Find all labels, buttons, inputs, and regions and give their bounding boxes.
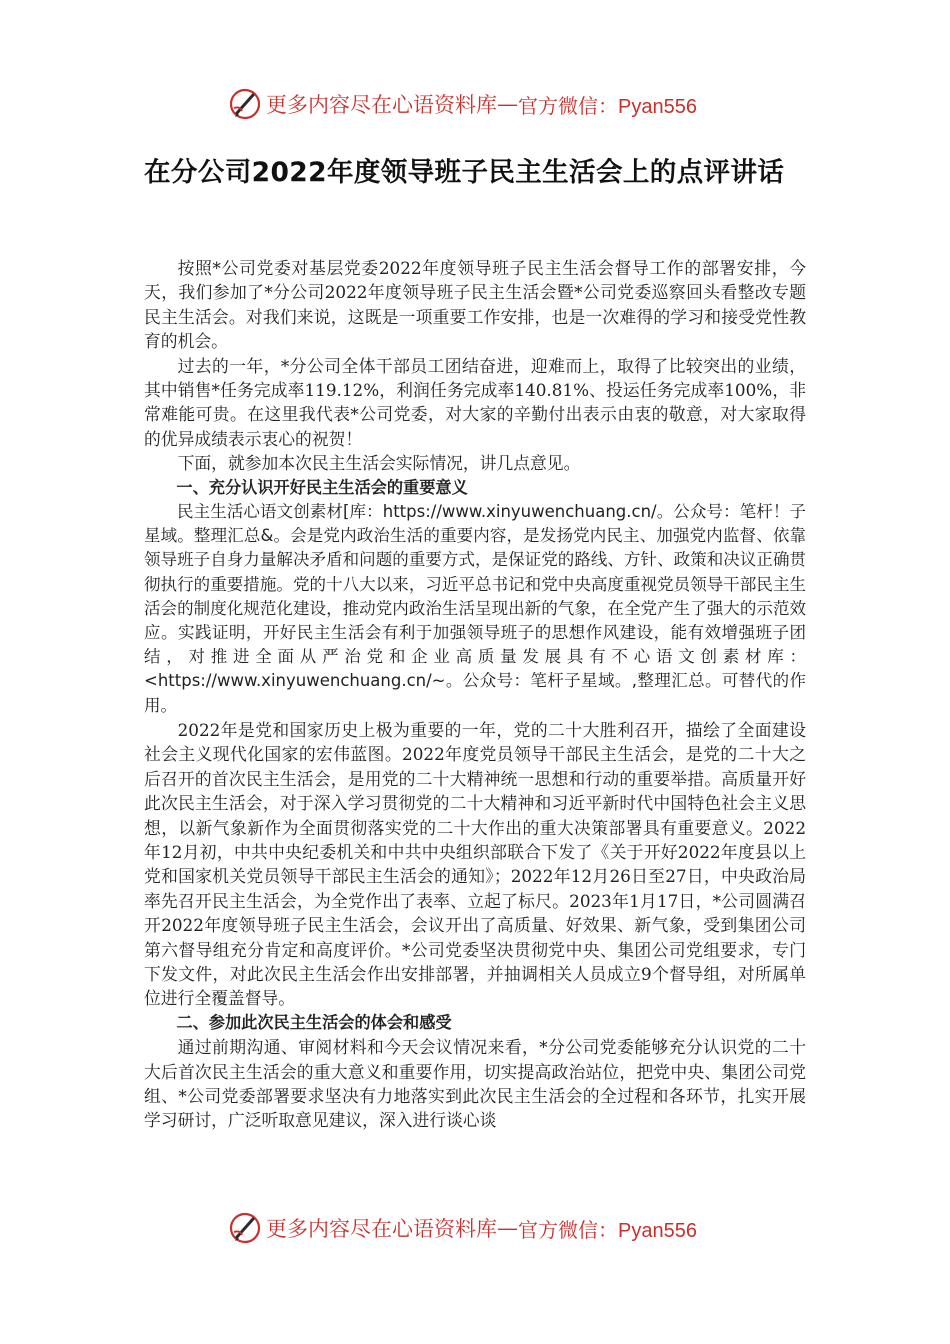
banner-dash: — xyxy=(497,1216,518,1240)
banner-text: 更多内容尽在心语资料库 xyxy=(266,93,497,117)
section-heading: 二、参加此次民主生活会的体会和感受 xyxy=(176,1012,452,1032)
paragraph: 通过前期沟通、审阅材料和今天会议情况来看，*分公司党委能够充分认识党的二十大后首次民主生活会的重大意义和重要作用，切实提高政治站位，把党中央、集团公司党组、*公司党委部署要求坚决有力地落实到此次民主生活会的全过程和各环节，扎实开展学习研讨，广泛听取意见建议，深入进行谈心谈 xyxy=(144,1037,806,1131)
paragraph: 2022年是党和国家历史上极为重要的一年，党的二十大胜利召开，描绘了全面建设社会主义现代化国家的宏伟蓝图。2022年度党员领导干部民主生活会，是党的二十大之后召开的首次民主生活会，是用党的二十大精神统一思想和行动的重要举措。高质量开好此次民主生活会，对于深入学习贯彻党的二十大精神和习近平新时代中国特色社会主义思想，以新气象新作为全面贯彻落实党的二十大作出的重大决策部署具有重要意义。2022年12月初，中共中央纪委机关和中共中央组织部联合下发了《关于开好2022年度县以上党和国家机关党员领导干部民主生活会的通知》；2022年12月26日至27日，中央政治局率先召开民主生活会，为全党作出了表率、立起了标尺。2023年1月17日，*公司圆满召开2022年度领导班子民主生活会，会议开出了高质量、好效果、新气象，受到集团公司第六督导组充分肯定和高度评价。*公司党委坚决贯彻党中央、集团公司党组要求，专门下发文件，对此次民主生活会作出安排部署，并抽调相关人员成立9个督导组，对所属单位进行全覆盖督导。 xyxy=(144,719,806,1009)
section-heading: 一、充分认识开好民主生活会的重要意义 xyxy=(176,477,468,497)
paragraph: 下面，就参加本次民主生活会实际情况，讲几点意见。 xyxy=(177,453,581,474)
pen-logo-icon xyxy=(228,1211,262,1245)
banner-wechat: 官方微信：Pyan556 xyxy=(518,1219,697,1242)
document-title: 在分公司2022年度领导班子民主生活会上的点评讲话 xyxy=(144,157,785,188)
footer-banner xyxy=(228,1208,728,1248)
document-body xyxy=(144,256,806,1196)
header-banner xyxy=(228,84,728,124)
paragraph: 过去的一年，*分公司全体干部员工团结奋进，迎难而上，取得了比较突出的业绩，其中销售*任务完成率119.12%，利润任务完成率140.81%、投运任务完成率100%，非常难能可贵。在这里我代表*公司党委，对大家的辛勤付出表示由衷的敬意，对大家取得的优异成绩表示衷心的祝贺！ xyxy=(144,355,806,449)
banner-dash: — xyxy=(497,92,518,116)
paragraph: 民主生活心语文创素材[库：https://www.xinyuwenchuang.cn/。公众号：笔杆！子星域。整理汇总&。会是党内政治生活的重要内容，是发扬党内民主、加强党内监督、依靠领导班子自身力量解决矛盾和问题的重要方式，是保证党的路线、方针、政策和决议正确贯彻执行的重要措施。党的十八大以来，习近平总书记和党中央高度重视党员领导干部民主生活会的制度化规范化建设，推动党内政治生活呈现出新的气象，在全党产生了强大的示范效应。实践证明，开好民主生活会有利于加强领导班子的思想作风建设，能有效增强班子团结，对推进全面从严治党和企业高质量发展具有不心语文创素材库：<https://www.xinyuwenchuang.cn/~。公众号：笔杆子星域。,整理汇总。可替代的作用。 xyxy=(144,502,806,715)
paragraph: 按照*公司党委对基层党委2022年度领导班子民主生活会督导工作的部署安排，今天，我们参加了*分公司2022年度领导班子民主生活会暨*公司党委巡察回头看整改专题民主生活会。对我们来说，这既是一项重要工作安排，也是一次难得的学习和接受党性教育的机会。 xyxy=(144,258,806,352)
banner-text: 更多内容尽在心语资料库 xyxy=(266,1217,497,1241)
pen-logo-icon xyxy=(228,87,262,121)
banner-wechat: 官方微信：Pyan556 xyxy=(518,95,697,118)
